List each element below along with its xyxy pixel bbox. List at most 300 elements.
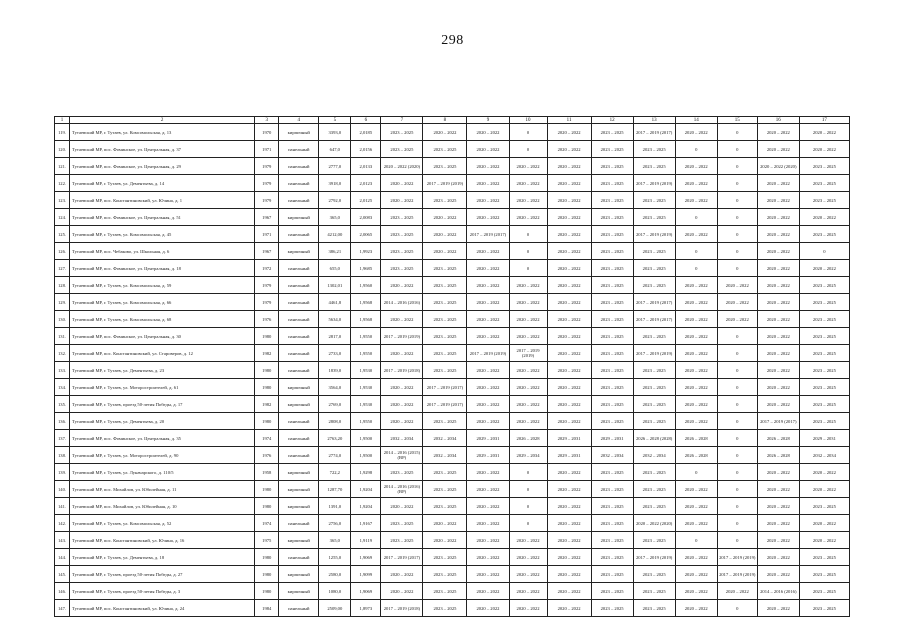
table-cell-col-5: 365,0 [319,209,351,226]
table-cell-col-3: 1979 [255,192,279,209]
table-row [55,413,850,430]
table-cell-col-12: 2023 – 2025 [591,532,633,549]
table-cell-col-6: 2,0156 [351,141,381,158]
table-cell-col-5: 2756,0 [319,515,351,532]
table-cell-col-8: 2017 – 2019 (2017) [423,379,467,396]
table-cell-col-5: 386,21 [319,243,351,260]
table-cell-col-6: 2,0185 [351,124,381,141]
table-cell-col-4: кирпичный [279,124,319,141]
table-cell-col-12: 2023 – 2025 [591,600,633,617]
table-cell-col-4: панельный [279,328,319,345]
table-cell-col-9: 2020 – 2022 [467,141,509,158]
table-cell-col-6: 1,9568 [351,294,381,311]
table-cell-col-5: 2817,0 [319,328,351,345]
column-number-15: 15 [717,117,757,124]
table-cell-col-17: 2032 – 2034 [799,447,849,464]
table-cell-col-1: 133. [55,362,70,379]
table-cell-col-8: 2023 – 2025 [423,362,467,379]
column-number-11: 11 [547,117,591,124]
table-cell-col-2: Тутаевский МР, г. Тутаев, ул. Комсомольская, д. 68 [70,311,255,328]
table-cell-col-5: 1302,01 [319,277,351,294]
table-cell-col-13: 2023 – 2025 [633,260,675,277]
table-cell-col-9: 2020 – 2022 [467,311,509,328]
table-cell-col-14: 2020 – 2022 [675,311,717,328]
table-cell-col-1: 146. [55,583,70,600]
table-cell-col-7: 2020 – 2022 [381,566,423,583]
table-cell-col-2: Тутаевский МР, г. Тутаев, проезд 50-летия Победы, д. 3 [70,583,255,600]
table-cell-col-13: 2023 – 2025 [633,379,675,396]
table-cell-col-8: 2023 – 2025 [423,600,467,617]
table-cell-col-9: 2020 – 2022 [467,413,509,430]
table-cell-col-1: 126. [55,243,70,260]
table-cell-col-15: 0 [717,430,757,447]
table-cell-col-14: 2020 – 2022 [675,566,717,583]
table-cell-col-1: 132. [55,345,70,362]
table-cell-col-15: 0 [717,600,757,617]
table-cell-col-9: 2020 – 2022 [467,532,509,549]
table-cell-col-9: 2020 – 2022 [467,515,509,532]
table-cell-col-12: 2023 – 2025 [591,379,633,396]
column-number-row [55,117,850,124]
table-cell-col-7: 2023 – 2025 [381,260,423,277]
column-number-16: 16 [757,117,799,124]
table-cell-col-5: 1839,0 [319,362,351,379]
table-cell-col-8: 2020 – 2022 [423,124,467,141]
table-cell-col-1: 138. [55,447,70,464]
table-row [55,175,850,192]
table-cell-col-2: Тутаевский МР, пос. Михайлов, ул. Юбилейная, д. 10 [70,498,255,515]
table-row [55,141,850,158]
table-cell-col-17: 2020 – 2022 [799,481,849,498]
table-cell-col-16: 2020 – 2022 [757,294,799,311]
table-cell-col-9: 2020 – 2022 [467,379,509,396]
table-cell-col-9: 2017 – 2019 (2017) [467,226,509,243]
table-cell-col-17: 2023 – 2025 [799,600,849,617]
table-cell-col-6: 1,9550 [351,328,381,345]
table-cell-col-14: 2020 – 2022 [675,379,717,396]
table-cell-col-1: 127. [55,260,70,277]
table-row [55,515,850,532]
table-cell-col-1: 137. [55,430,70,447]
table-cell-col-2: Тутаевский МР, пос. Константиновский, ул. Ючина, д. 24 [70,600,255,617]
table-cell-col-8: 2023 – 2025 [423,566,467,583]
table-cell-col-1: 141. [55,498,70,515]
table-cell-col-9: 2020 – 2022 [467,209,509,226]
table-cell-col-12: 2023 – 2025 [591,396,633,413]
table-cell-col-11: 2020 – 2022 [547,158,591,175]
table-cell-col-17: 2023 – 2025 [799,549,849,566]
table-cell-col-8: 2020 – 2022 [423,515,467,532]
table-cell-col-12: 2032 – 2034 [591,447,633,464]
table-cell-col-13: 2023 – 2025 [633,481,675,498]
table-cell-col-9: 2020 – 2022 [467,192,509,209]
table-cell-col-1: 143. [55,532,70,549]
column-number-14: 14 [675,117,717,124]
table-cell-col-10: 2029 – 2034 [509,447,547,464]
table-cell-col-16: 2020 – 2022 [757,566,799,583]
table-cell-col-17: 2023 – 2025 [799,566,849,583]
table-cell-col-13: 2023 – 2025 [633,498,675,515]
table-cell-col-1: 128. [55,277,70,294]
column-number-2: 2 [70,117,255,124]
table-cell-col-10: 2020 – 2022 [509,600,547,617]
table-cell-col-16: 2020 – 2022 [757,226,799,243]
table-row [55,481,850,498]
table-cell-col-2: Тутаевский МР, г. Тутаев, ул. Комсомольская, д. 52 [70,515,255,532]
table-cell-col-11: 2020 – 2022 [547,481,591,498]
table-cell-col-6: 1,9530 [351,379,381,396]
table-cell-col-8: 2023 – 2025 [423,464,467,481]
table-row [55,379,850,396]
table-cell-col-15: 2020 – 2022 [717,277,757,294]
table-cell-col-3: 1980 [255,583,279,600]
table-row [55,566,850,583]
table-cell-col-1: 124. [55,209,70,226]
table-cell-col-17: 2020 – 2022 [799,464,849,481]
table-row [55,328,850,345]
table-cell-col-3: 1967 [255,243,279,260]
table-cell-col-4: панельный [279,158,319,175]
table-cell-col-13: 2023 – 2025 [633,209,675,226]
table-cell-col-11: 2020 – 2022 [547,379,591,396]
table-cell-col-13: 2023 – 2025 [633,600,675,617]
table-cell-col-15: 0 [717,192,757,209]
table-cell-col-6: 1,9099 [351,566,381,583]
table-cell-col-9: 2020 – 2022 [467,600,509,617]
table-cell-col-5: 722,2 [319,464,351,481]
table-cell-col-16: 2020 – 2022 [757,481,799,498]
table-row [55,464,850,481]
table-cell-col-10: 2020 – 2022 [509,277,547,294]
table-cell-col-6: 1,9069 [351,583,381,600]
table-cell-col-11: 2020 – 2022 [547,175,591,192]
table-cell-col-2: Тутаевский МР, пос. Фоминское, ул. Центральная, д. 30 [70,328,255,345]
table-row [55,396,850,413]
table-cell-col-11: 2020 – 2022 [547,600,591,617]
table-cell-col-14: 2020 – 2022 [675,294,717,311]
table-cell-col-5: 1391,0 [319,498,351,515]
table-cell-col-11: 2020 – 2022 [547,566,591,583]
table-cell-col-7: 2017 – 2019 (2019) [381,328,423,345]
table-cell-col-8: 2023 – 2025 [423,481,467,498]
table-cell-col-17: 2023 – 2025 [799,583,849,600]
table-cell-col-15: 0 [717,345,757,362]
table-cell-col-16: 2020 – 2022 (2020) [757,158,799,175]
table-cell-col-15: 0 [717,515,757,532]
table-cell-col-7: 2017 – 2019 (2018) [381,600,423,617]
table-cell-col-2: Тутаевский МР, пос. Константиновский, ул. Ючина, д. 1 [70,192,255,209]
table-cell-col-14: 2020 – 2022 [675,192,717,209]
table-cell-col-11: 2020 – 2022 [547,277,591,294]
table-cell-col-7: 2020 – 2022 (2020) [381,158,423,175]
table-cell-col-7: 2017 – 2019 (2018) [381,362,423,379]
table-cell-col-3: 1975 [255,532,279,549]
table-cell-col-9: 2020 – 2022 [467,549,509,566]
table-cell-col-16: 2020 – 2022 [757,192,799,209]
table-cell-col-16: 2020 – 2022 [757,379,799,396]
table-cell-col-9: 2020 – 2022 [467,566,509,583]
table-cell-col-11: 2020 – 2022 [547,515,591,532]
table-cell-col-3: 1980 [255,566,279,583]
column-number-7: 7 [381,117,423,124]
table-cell-col-8: 2023 – 2025 [423,260,467,277]
table-cell-col-15: 2020 – 2022 [717,583,757,600]
table-cell-col-2: Тутаевский МР, пос. Михайлов, ул. Юбилейная, д. 11 [70,481,255,498]
table-row [55,600,850,617]
table-cell-col-17: 2020 – 2022 [799,124,849,141]
table-cell-col-9: 2020 – 2022 [467,243,509,260]
table-cell-col-12: 2023 – 2025 [591,277,633,294]
table-cell-col-1: 135. [55,396,70,413]
table-cell-col-3: 1980 [255,549,279,566]
table-cell-col-12: 2023 – 2025 [591,294,633,311]
table-cell-col-1: 125. [55,226,70,243]
table-cell-col-2: Тутаевский МР, пос. Фоминское, ул. Центральная, д. 18 [70,260,255,277]
table-cell-col-9: 2020 – 2022 [467,294,509,311]
table-cell-col-9: 2020 – 2022 [467,175,509,192]
table-cell-col-11: 2020 – 2022 [547,413,591,430]
table-cell-col-2: Тутаевский МР, пос. Фоминское, ул. Центральная, д. 35 [70,430,255,447]
table-cell-col-5: 5634,0 [319,311,351,328]
table-cell-col-17: 2020 – 2022 [799,260,849,277]
table-cell-col-6: 1,9923 [351,243,381,260]
table-cell-col-10: 2020 – 2022 [509,294,547,311]
table-cell-col-10: 2017 – 2019 (2019) [509,345,547,362]
table-cell-col-11: 2020 – 2022 [547,209,591,226]
table-row [55,362,850,379]
table-cell-col-2: Тутаевский МР, г. Тутаев, ул. Луначарского, д. 110/5 [70,464,255,481]
table-row [55,430,850,447]
table-cell-col-17: 2023 – 2025 [799,311,849,328]
table-cell-col-17: 2020 – 2022 [799,209,849,226]
table-cell-col-11: 2029 – 2031 [547,430,591,447]
table-cell-col-8: 2023 – 2025 [423,328,467,345]
table-cell-col-17: 2023 – 2025 [799,498,849,515]
table-cell-col-10: 0 [509,124,547,141]
table-cell-col-12: 2023 – 2025 [591,328,633,345]
table-row [55,243,850,260]
table-cell-col-10: 0 [509,141,547,158]
table-cell-col-5: 4212,00 [319,226,351,243]
table-cell-col-5: 4461,8 [319,294,351,311]
table-cell-col-4: панельный [279,277,319,294]
table-cell-col-11: 2020 – 2022 [547,328,591,345]
table-cell-col-10: 0 [509,243,547,260]
table-cell-col-10: 2020 – 2022 [509,566,547,583]
column-number-10: 10 [509,117,547,124]
table-cell-col-12: 2023 – 2025 [591,583,633,600]
table-cell-col-8: 2023 – 2025 [423,158,467,175]
column-number-3: 3 [255,117,279,124]
table-cell-col-2: Тутаевский МР, пос. Фоминское, ул. Центральная, д. 37 [70,141,255,158]
table-cell-col-4: панельный [279,515,319,532]
table-cell-col-1: 129. [55,294,70,311]
table-cell-col-13: 2017 – 2019 (2019) [633,549,675,566]
table-cell-col-3: 1974 [255,515,279,532]
table-cell-col-13: 2023 – 2025 [633,362,675,379]
table-cell-col-14: 2020 – 2022 [675,175,717,192]
table-cell-col-16: 2020 – 2022 [757,396,799,413]
table-cell-col-14: 0 [675,141,717,158]
table-cell-col-11: 2020 – 2022 [547,362,591,379]
table-cell-col-15: 0 [717,532,757,549]
table-cell-col-10: 0 [509,481,547,498]
table-cell-col-7: 2023 – 2025 [381,464,423,481]
table-cell-col-14: 2020 – 2022 [675,515,717,532]
table-cell-col-3: 1979 [255,277,279,294]
table-cell-col-8: 2017 – 2019 (2019) [423,175,467,192]
table-cell-col-17: 2023 – 2025 [799,413,849,430]
table-cell-col-4: панельный [279,260,319,277]
table-cell-col-6: 2,0125 [351,192,381,209]
table-cell-col-16: 2020 – 2022 [757,124,799,141]
table-cell-col-6: 2,0133 [351,158,381,175]
table-cell-col-12: 2029 – 2031 [591,430,633,447]
table-cell-col-15: 2017 – 2019 (2019) [717,566,757,583]
table-cell-col-6: 2,0083 [351,209,381,226]
table-cell-col-14: 2020 – 2022 [675,413,717,430]
table-cell-col-10: 2020 – 2022 [509,532,547,549]
table-cell-col-12: 2023 – 2025 [591,311,633,328]
table-cell-col-6: 2,0065 [351,226,381,243]
table-cell-col-4: панельный [279,141,319,158]
table-cell-col-4: панельный [279,345,319,362]
table-cell-col-10: 0 [509,498,547,515]
table-cell-col-9: 2020 – 2022 [467,464,509,481]
table-cell-col-13: 2023 – 2025 [633,328,675,345]
table-cell-col-16: 2020 – 2022 [757,515,799,532]
table-cell-col-7: 2020 – 2022 [381,277,423,294]
table-cell-col-4: кирпичный [279,464,319,481]
table-cell-col-9: 2020 – 2022 [467,277,509,294]
table-cell-col-11: 2020 – 2022 [547,396,591,413]
table-row [55,260,850,277]
table-cell-col-7: 2023 – 2025 [381,226,423,243]
table-cell-col-7: 2020 – 2022 [381,413,423,430]
table-cell-col-5: 3564,0 [319,379,351,396]
table-cell-col-15: 0 [717,379,757,396]
column-number-6: 6 [351,117,381,124]
table-cell-col-12: 2023 – 2025 [591,226,633,243]
table-cell-col-4: панельный [279,447,319,464]
table-cell-col-2: Тутаевский МР, г. Тутаев, ул. Дементьева, д. 18 [70,549,255,566]
table-cell-col-4: панельный [279,175,319,192]
table-cell-col-12: 2023 – 2025 [591,549,633,566]
table-cell-col-14: 2020 – 2022 [675,277,717,294]
column-number-4: 4 [279,117,319,124]
table-cell-col-15: 2017 – 2019 (2019) [717,549,757,566]
table-cell-col-17: 2023 – 2025 [799,158,849,175]
table-cell-col-4: кирпичный [279,396,319,413]
table-cell-col-16: 2020 – 2022 [757,549,799,566]
table-cell-col-17: 2023 – 2025 [799,175,849,192]
table-cell-col-17: 2020 – 2022 [799,141,849,158]
table-cell-col-3: 1972 [255,260,279,277]
table-cell-col-12: 2023 – 2025 [591,158,633,175]
table-cell-col-11: 2020 – 2022 [547,498,591,515]
table-cell-col-10: 0 [509,464,547,481]
table-cell-col-6: 1,9069 [351,549,381,566]
table-cell-col-1: 119. [55,124,70,141]
table-cell-col-2: Тутаевский МР, г. Тутаев, проезд 50-летия Победы, д. 17 [70,396,255,413]
table-cell-col-15: 0 [717,124,757,141]
table-cell-col-8: 2020 – 2022 [423,209,467,226]
column-number-13: 13 [633,117,675,124]
table-cell-col-5: 1287,70 [319,481,351,498]
table-cell-col-3: 1979 [255,158,279,175]
table-cell-col-5: 2769,0 [319,396,351,413]
table-cell-col-13: 2023 – 2025 [633,566,675,583]
table-cell-col-13: 2023 – 2025 [633,583,675,600]
table-cell-col-8: 2023 – 2025 [423,345,467,362]
table-row [55,209,850,226]
table-cell-col-6: 1,9530 [351,396,381,413]
table-cell-col-17: 2023 – 2025 [799,192,849,209]
table-cell-col-8: 2023 – 2025 [423,549,467,566]
table-cell-col-5: 647,0 [319,141,351,158]
table-cell-col-2: Тутаевский МР, пос. Константиновский, ул. Староверов, д. 12 [70,345,255,362]
table-cell-col-17: 2029 – 2031 [799,430,849,447]
table-cell-col-10: 2020 – 2022 [509,209,547,226]
table-cell-col-14: 2026 – 2028 [675,447,717,464]
table-cell-col-3: 1980 [255,379,279,396]
housing-repair-table [54,116,850,617]
table-cell-col-13: 2023 – 2025 [633,243,675,260]
table-cell-col-4: кирпичный [279,209,319,226]
table-cell-col-11: 2020 – 2022 [547,260,591,277]
table-cell-col-2: Тутаевский МР, пос. Чебаково, ул. Школьная, д. 6 [70,243,255,260]
table-cell-col-10: 2020 – 2022 [509,311,547,328]
table-cell-col-8: 2023 – 2025 [423,277,467,294]
table-cell-col-2: Тутаевский МР, г. Тутаев, ул. Комсомольская, д. 13 [70,124,255,141]
table-row [55,532,850,549]
table-cell-col-13: 2023 – 2025 [633,192,675,209]
table-cell-col-14: 0 [675,260,717,277]
table-cell-col-17: 2023 – 2025 [799,328,849,345]
table-cell-col-13: 2023 – 2025 [633,277,675,294]
table-cell-col-5: 2777,0 [319,158,351,175]
table-cell-col-1: 122. [55,175,70,192]
table-cell-col-6: 1,9560 [351,277,381,294]
table-cell-col-12: 2023 – 2025 [591,345,633,362]
table-cell-col-15: 0 [717,141,757,158]
table-cell-col-15: 0 [717,158,757,175]
column-number-1: 1 [55,117,70,124]
table-cell-col-9: 2020 – 2022 [467,362,509,379]
table-cell-col-4: кирпичный [279,481,319,498]
table-row [55,124,850,141]
table-cell-col-11: 2020 – 2022 [547,345,591,362]
table-cell-col-10: 2020 – 2022 [509,328,547,345]
table-cell-col-15: 0 [717,328,757,345]
table-cell-col-9: 2020 – 2022 [467,396,509,413]
table-cell-col-5: 2580,0 [319,566,351,583]
table-cell-col-17: 2023 – 2025 [799,277,849,294]
table-cell-col-17: 2023 – 2025 [799,226,849,243]
table-cell-col-7: 2023 – 2025 [381,209,423,226]
table-cell-col-17: 2023 – 2025 [799,396,849,413]
table-cell-col-11: 2020 – 2022 [547,226,591,243]
table-cell-col-13: 2023 – 2025 [633,413,675,430]
table-cell-col-12: 2023 – 2025 [591,192,633,209]
table-cell-col-9: 2020 – 2022 [467,158,509,175]
table-cell-col-11: 2020 – 2022 [547,464,591,481]
table-cell-col-1: 136. [55,413,70,430]
table-cell-col-16: 2020 – 2022 [757,243,799,260]
table-cell-col-5: 3918,0 [319,175,351,192]
table-cell-col-10: 2020 – 2022 [509,396,547,413]
table-cell-col-15: 0 [717,175,757,192]
